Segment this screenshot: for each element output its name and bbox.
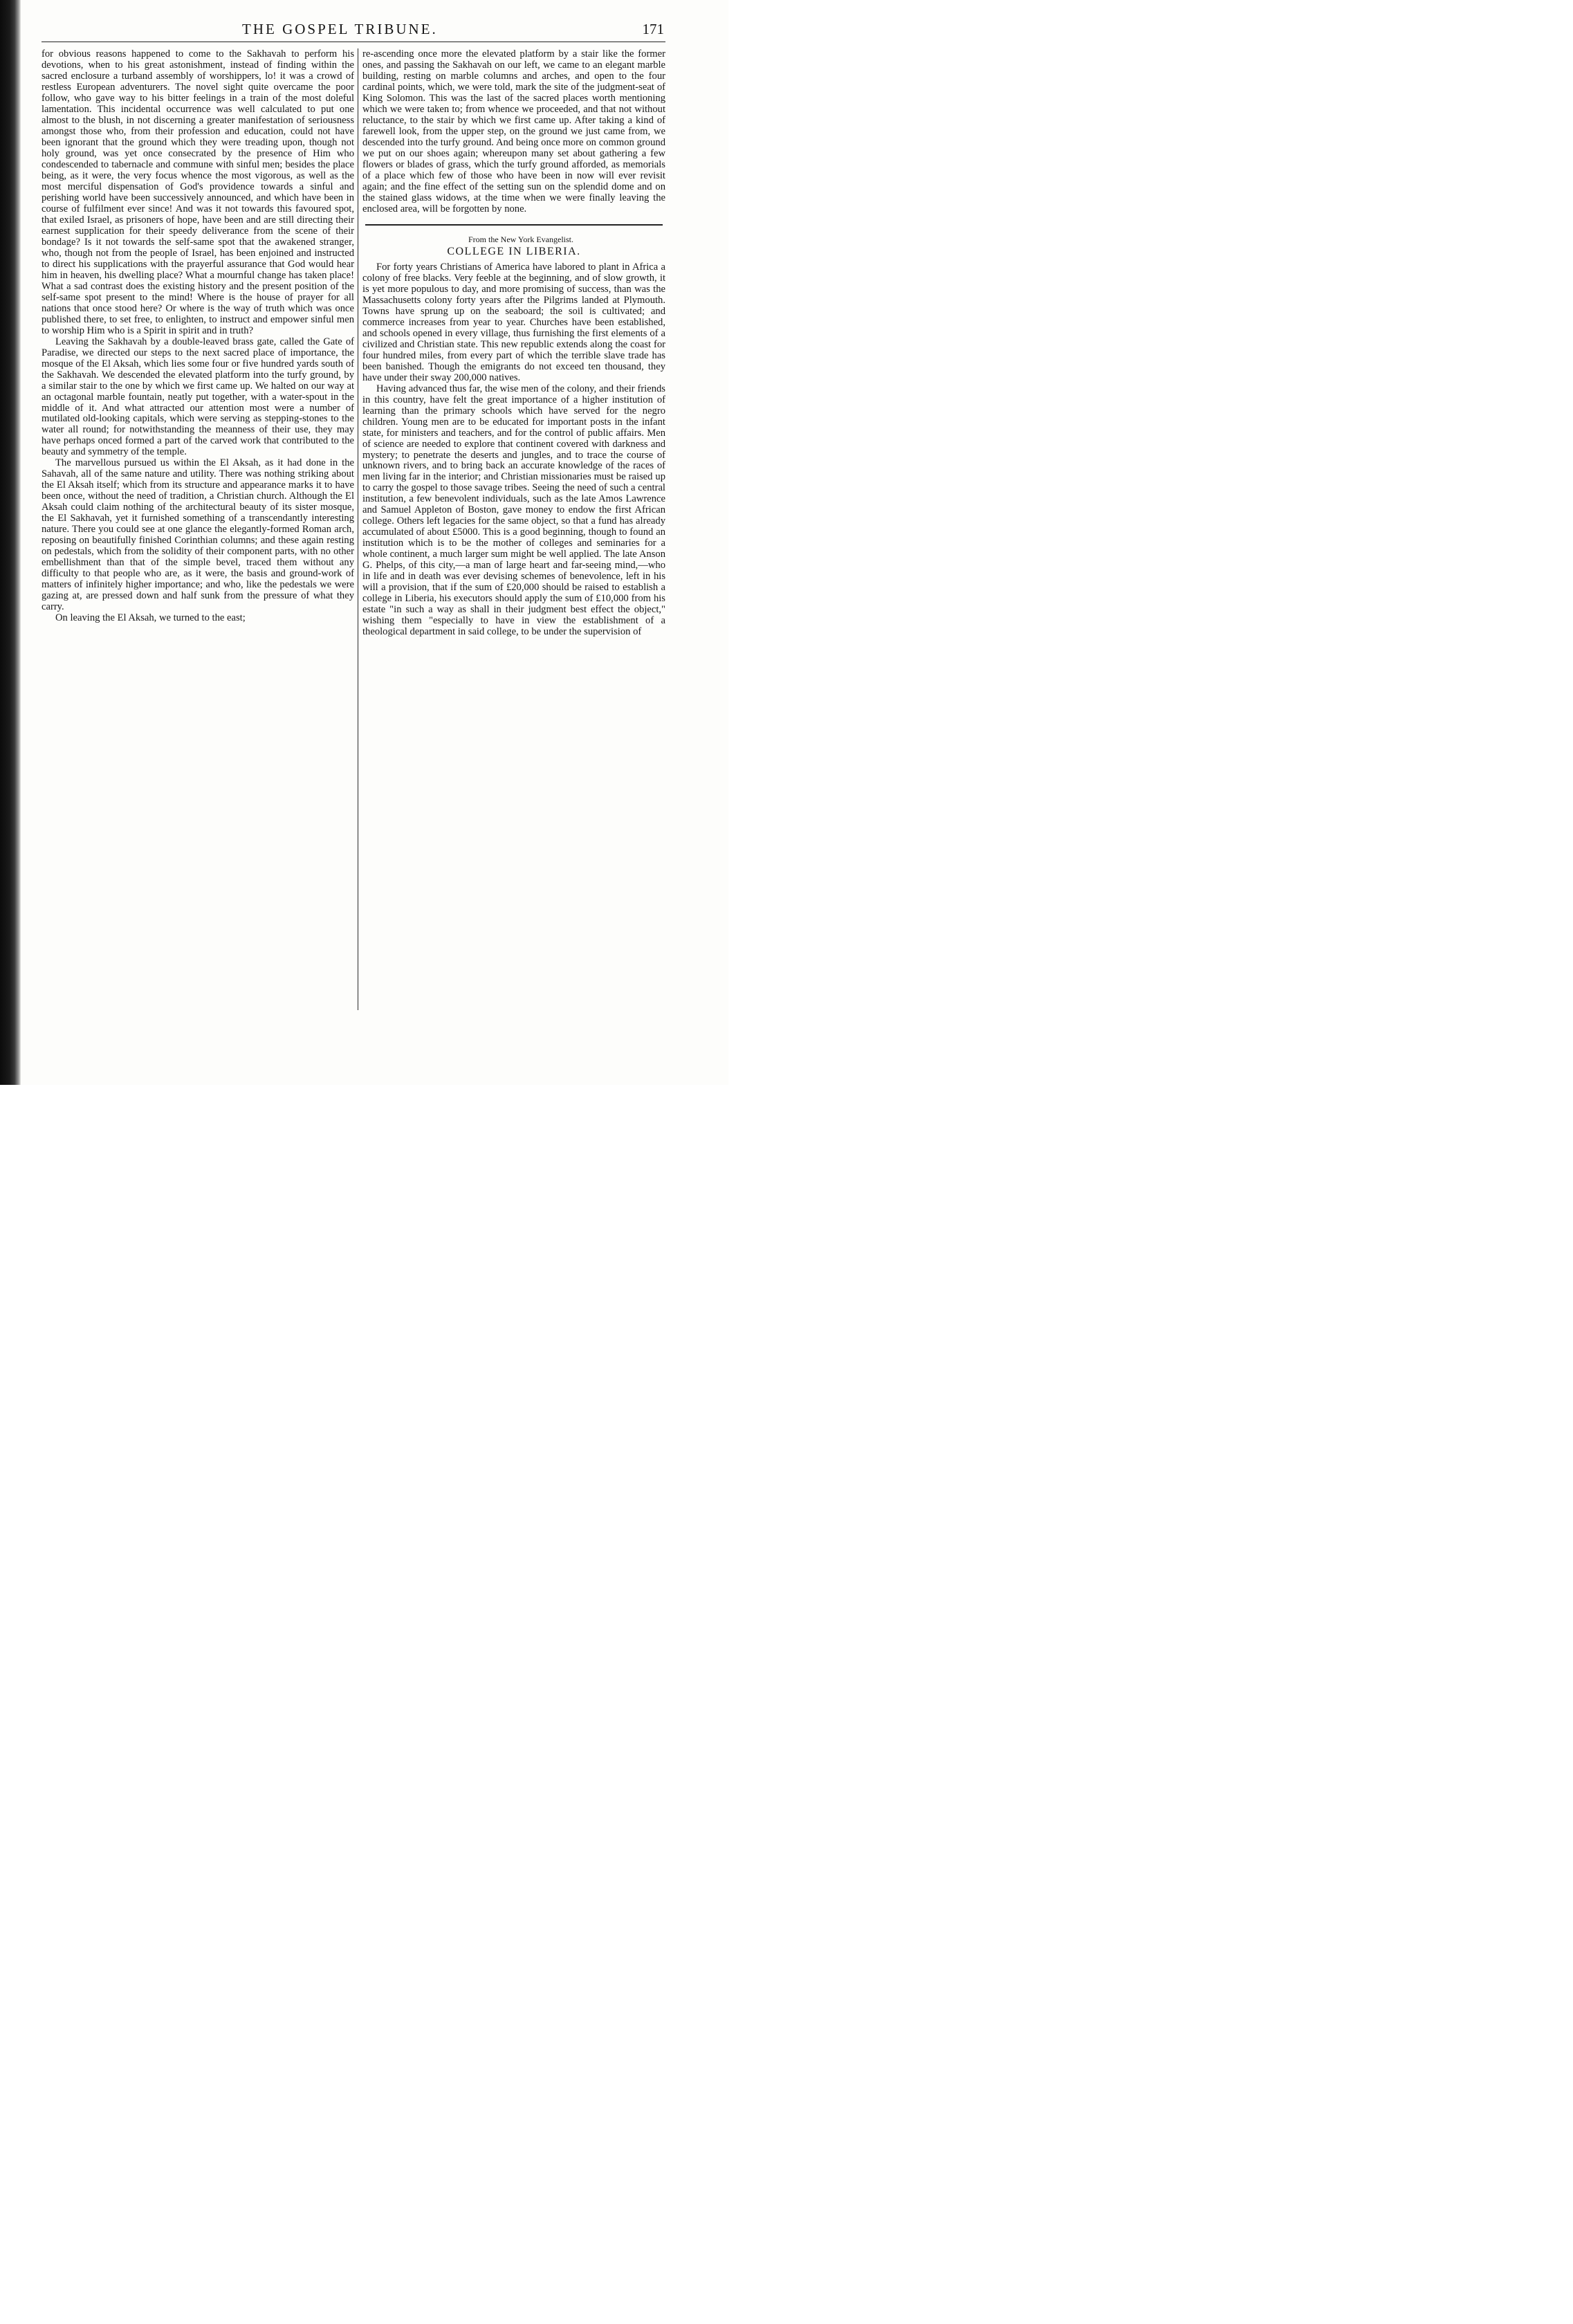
newspaper-page — [0, 0, 728, 1085]
article-title: COLLEGE IN LIBERIA. — [447, 245, 581, 257]
running-title: THE GOSPEL TRIBUNE. — [242, 21, 438, 37]
binding-edge — [0, 0, 21, 1085]
article-separator — [365, 224, 663, 226]
paragraph: Leaving the Sakhavah by a double-leaved brass gate, called the Gate of Paradise, we directed our steps to the next sacred place of importance, the mosque of the El Aksah, which lies some four or five hundred yards south of the Sakhavah. We descended the elevated platform into the turfy ground, by a similar stair to the one by which we first came up. We halted on our way at an octagonal marble fountain, neatly put together, with a water-spout in the middle of it. And what attracted our attention most were a number of mutilated old-looking capitals, which were serving as stepping-stones to the water all round; for notwithstanding the meanness of their use, they may have perhaps onced formed a part of the carved work that contributed to the beauty and symmetry of the temple. — [42, 336, 354, 458]
paragraph: On leaving the El Aksah, we turned to the east; — [55, 612, 246, 624]
paragraph: For forty years Christians of America have labored to plant in Africa a colony of free blacks. Very feeble at the beginning, and of slow growth, it is yet more populous to day, and more promising of success, than was the Massachusetts colony forty years after the Pilgrims landed at Plymouth. Towns have sprung up on the seaboard; the soil is cultivated; and commerce increases from year to year. Churches have been established, and schools opened in every village, thus furnishing the first elements of a civilized and Christian state. This new republic extends along the coast for four hundred miles, from every part of which the terrible slave trade has been banished. Though the emigrants do not exceed ten thousand, they have under their sway 200,000 natives. — [362, 261, 665, 383]
page-header — [42, 21, 664, 42]
right-column — [362, 48, 665, 1012]
paragraph: Having advanced thus far, the wise men of the colony, and their friends in this country, have felt the great importance of a higher institution of learning than the primary schools which have served for the negro children. Young men are to be educated for important posts in the infant state, for ministers and teachers, and for the control of public affairs. Men of science are needed to explore that continent covered with darkness and mystery; to penetrate the deserts and jungles, and to trace the course of unknown rivers, and to bring back an accurate knowledge of the races of men living far in the interior; and Christian missionaries must be raised up to carry the gospel to those savage tribes. Seeing the need of such a central institution, a few benevolent individuals, such as the late Amos Lawrence and Samuel Appleton of Boston, gave money to endow the first African college. Others left legacies for the same object, so that a fund has already accumulated of about £5000. This is a good beginning, though to found an institution which is to be the mother of colleges and seminaries for a whole continent, a much larger sum might be well applied. The late Anson G. Phelps, of this city,—a man of large heart and far-seeing mind,—who in life and in death was ever devising schemes of benevolence, left in his will a provision, that if the sum of £20,000 should be raised to establish a college in Liberia, his executors should apply the sum of £10,000 from his estate "in such a way as shall in their judgment best effect the object," wishing them "especially to have in view the establishment of a theological department in said college, to be under the supervision of — [362, 383, 665, 638]
paragraph: for obvious reasons happened to come to the Sakhavah to perform his devotions, when to his great astonishment, instead of finding within the sacred enclosure a turband assembly of worshippers, lo! it was a crowd of restless European adventurers. The novel sight quite overcame the poor follow, who gave way to his bitter feelings in a train of the most doleful lamentation. This incidental occurrence was well calculated to put one almost to the blush, in not discerning a greater manifestation of seriousness amongst those who, from their profession and education, could not have been ignorant that the ground which they were treading upon, though not holy ground, was yet once consecrated by the presence of Him who condescended to tabernacle and commune with sinful men; besides the place being, as it were, the very focus whence the most vigorous, as well as the most merciful dispensation of God's providence towards a sinful and perishing world have been successively announced, and which have been in course of fulfilment ever since! And was it not towards this favoured spot, that exiled Israel, as prisoners of hope, have been and are still directing their earnest supplication for their speedy deliverance from the scene of their bondage? Is it not towards the self-same spot that the awakened stranger, who, though not from the people of Israel, has been enjoined and instructed to direct his supplications with the prayerful assurance that God would hear him in heaven, his dwelling place? What a mournful change has taken place! What a sad contrast does the existing history and the present position of the self-same spot present to the mind! Where is the house of prayer for all nations that once stood here? Or where is the way of truth which was once published there, to set free, to enlighten, to instruct and empower sinful men to worship Him who is a Spirit in spirit and in truth? — [42, 48, 354, 336]
article-source: From the New York Evangelist. — [468, 234, 573, 244]
paragraph: The marvellous pursued us within the El Aksah, as it had done in the Sahavah, all of the same nature and utility. There was nothing striking about the El Aksah itself; which from its structure and appearance marks it to have been once, without the need of tradition, a Christian church. Although the El Aksah could claim nothing of the architectural beauty of its sister mosque, the El Sakhavah, yet it furnished something of a transcendantly interesting nature. There you could see at one glance the elegantly-formed Roman arch, reposing on beautifully finished Corinthian columns; and these again resting on pedestals, which from the solidity of their component parts, with no other embellishment than that of the simple bevel, traced them without any difficulty to that people who are, as it were, the basis and ground-work of matters of infinitely higher importance; and who, like the pedestals we were gazing at, are pressed down and half sunk from the pressure of what they carry. — [42, 457, 354, 613]
page-number: 171 — [642, 21, 664, 37]
continued-paragraph: re-ascending once more the elevated platform by a stair like the former ones, and passing the Sakhavah on our left, we came to an elegant marble building, resting on marble columns and arches, and open to the four cardinal points, which, we were told, mark the site of the judgment-seat of King Solomon. This was the last of the sacred places worth mentioning which we were taken to; from whence we proceeded, and that not without reluctance, to the stair by which we first came up. After taking a kind of farewell look, from the upper step, on the ground we just came from, we descended into the turfy ground. And being once more on common ground we put on our shoes again; whereupon many set about gathering a few flowers or blades of grass, which the turfy ground afforded, as memorials of a place which few of those who have been in now will ever revisit again; and the fine effect of the setting sun on the splendid dome and on the stained glass widows, at the time when we were finally leaving the enclosed area, will be forgotten by none. — [362, 48, 665, 214]
left-column — [42, 48, 354, 1012]
